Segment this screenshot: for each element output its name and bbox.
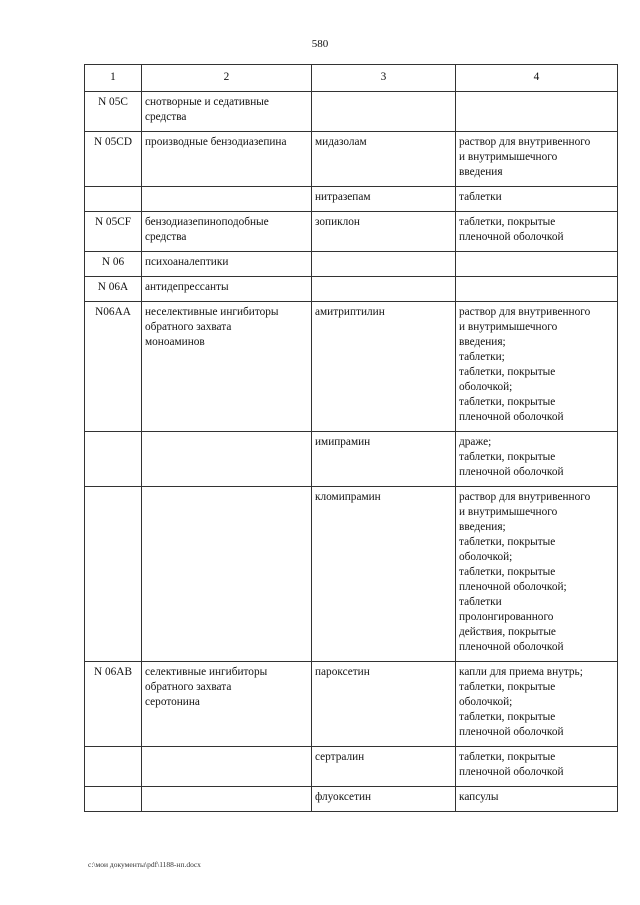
cell-text-line: пленочной оболочкой — [459, 641, 564, 653]
drug-name-cell — [312, 487, 456, 662]
cell-text-line: оболочкой; — [459, 381, 513, 393]
atc-code-cell: N 06 — [85, 252, 142, 277]
cell-text-line: таблетки, покрытые — [459, 451, 556, 463]
dosage-form-cell — [456, 487, 618, 662]
drug-name-cell — [312, 187, 456, 212]
cell-text-line: оболочкой; — [459, 696, 513, 708]
dosage-form-cell — [456, 662, 618, 747]
table-row — [85, 187, 618, 212]
drug-name-cell — [312, 252, 456, 277]
cell-text-line: таблетки, покрытые — [459, 366, 556, 378]
cell-text-line: средства — [145, 231, 187, 243]
table-row — [85, 212, 618, 252]
atc-code-cell — [85, 747, 142, 787]
cell-text-line: пролонгированного — [459, 611, 554, 623]
atc-code-cell: N06AA — [85, 302, 142, 432]
header-col-1: 1 — [85, 65, 142, 92]
atc-code-cell: N 05CF — [85, 212, 142, 252]
cell-text-line: моноаминов — [145, 336, 205, 348]
atc-code-cell — [85, 432, 142, 487]
cell-text-line: амитриптилин — [315, 306, 385, 318]
pharmacological-group-cell — [142, 277, 312, 302]
header-col-2: 2 — [142, 65, 312, 92]
dosage-form-cell — [456, 277, 618, 302]
pharmacological-group-cell — [142, 487, 312, 662]
cell-text-line: оболочкой; — [459, 551, 513, 563]
cell-text-line: обратного захвата — [145, 681, 232, 693]
cell-text-line: действия, покрытые — [459, 626, 556, 638]
drug-name-cell — [312, 662, 456, 747]
cell-text-line: кломипрамин — [315, 491, 381, 503]
drug-name-cell — [312, 132, 456, 187]
cell-text-line: пленочной оболочкой — [459, 726, 564, 738]
pharmacological-group-cell — [142, 662, 312, 747]
dosage-form-cell — [456, 132, 618, 187]
footer-file-path: c:\мои документы\pdf\1188-нп.docx — [88, 860, 201, 869]
atc-code-cell: N 05C — [85, 92, 142, 132]
cell-text-line: пленочной оболочкой; — [459, 581, 567, 593]
cell-text-line: нитразепам — [315, 191, 371, 203]
cell-text-line: флуоксетин — [315, 791, 372, 803]
pharmacological-group-cell — [142, 92, 312, 132]
dosage-form-cell — [456, 92, 618, 132]
drug-name-cell — [312, 277, 456, 302]
cell-text-line: введения; — [459, 336, 506, 348]
atc-code-cell: N 06AB — [85, 662, 142, 747]
header-col-4: 4 — [456, 65, 618, 92]
atc-code-cell — [85, 787, 142, 812]
table-row — [85, 252, 618, 277]
table-row — [85, 277, 618, 302]
table-row — [85, 92, 618, 132]
drug-name-cell — [312, 432, 456, 487]
table-row — [85, 747, 618, 787]
table-header-row — [85, 65, 618, 92]
cell-text-line: таблетки — [459, 191, 502, 203]
cell-text-line: таблетки, покрытые — [459, 751, 556, 763]
dosage-form-cell — [456, 252, 618, 277]
table-row — [85, 787, 618, 812]
table-row — [85, 132, 618, 187]
drug-name-cell — [312, 92, 456, 132]
pharmacological-group-cell — [142, 212, 312, 252]
pharmacological-group-cell — [142, 132, 312, 187]
cell-text-line: и внутримышечного — [459, 151, 558, 163]
cell-text-line: таблетки; — [459, 351, 505, 363]
dosage-form-cell — [456, 302, 618, 432]
cell-text-line: раствор для внутривенного — [459, 491, 591, 503]
cell-text-line: психоаналептики — [145, 256, 229, 268]
atc-code-cell: N 06A — [85, 277, 142, 302]
cell-text-line: введения — [459, 166, 503, 178]
cell-text-line: таблетки, покрытые — [459, 711, 556, 723]
cell-text-line: раствор для внутривенного — [459, 136, 591, 148]
table-row — [85, 302, 618, 432]
drug-name-cell — [312, 302, 456, 432]
dosage-form-cell — [456, 212, 618, 252]
pharmacological-group-cell — [142, 302, 312, 432]
cell-text-line: таблетки — [459, 596, 502, 608]
table-body — [85, 92, 618, 812]
cell-text-line: бензодиазепиноподобные — [145, 216, 269, 228]
pharmacological-group-cell — [142, 252, 312, 277]
cell-text-line: неселективные ингибиторы — [145, 306, 279, 318]
table-row — [85, 662, 618, 747]
cell-text-line: производные бензодиазепина — [145, 136, 287, 148]
header-col-3: 3 — [312, 65, 456, 92]
cell-text-line: пленочной оболочкой — [459, 231, 564, 243]
atc-code-cell — [85, 487, 142, 662]
atc-code-cell — [85, 187, 142, 212]
table-row — [85, 487, 618, 662]
cell-text-line: таблетки, покрытые — [459, 396, 556, 408]
cell-text-line: антидепрессанты — [145, 281, 229, 293]
cell-text-line: снотворные и седативные — [145, 96, 269, 108]
drug-table — [84, 64, 618, 812]
drug-name-cell — [312, 747, 456, 787]
cell-text-line: средства — [145, 111, 187, 123]
cell-text-line: мидазолам — [315, 136, 367, 148]
cell-text-line: имипрамин — [315, 436, 371, 448]
cell-text-line: и внутримышечного — [459, 321, 558, 333]
pharmacological-group-cell — [142, 747, 312, 787]
cell-text-line: капли для приема внутрь; — [459, 666, 583, 678]
dosage-form-cell — [456, 187, 618, 212]
pharmacological-group-cell — [142, 432, 312, 487]
cell-text-line: пленочной оболочкой — [459, 466, 564, 478]
cell-text-line: обратного захвата — [145, 321, 232, 333]
dosage-form-cell — [456, 747, 618, 787]
dosage-form-cell — [456, 787, 618, 812]
drug-name-cell — [312, 212, 456, 252]
page-number: 580 — [311, 38, 329, 50]
pharmacological-group-cell — [142, 787, 312, 812]
cell-text-line: таблетки, покрытые — [459, 681, 556, 693]
pharmacological-group-cell — [142, 187, 312, 212]
atc-code-cell: N 05CD — [85, 132, 142, 187]
cell-text-line: таблетки, покрытые — [459, 216, 556, 228]
cell-text-line: пленочной оболочкой — [459, 766, 564, 778]
cell-text-line: сертралин — [315, 751, 365, 763]
cell-text-line: и внутримышечного — [459, 506, 558, 518]
cell-text-line: драже; — [459, 436, 492, 448]
cell-text-line: таблетки, покрытые — [459, 566, 556, 578]
cell-text-line: пароксетин — [315, 666, 370, 678]
drug-name-cell — [312, 787, 456, 812]
cell-text-line: зопиклон — [315, 216, 360, 228]
cell-text-line: пленочной оболочкой — [459, 411, 564, 423]
table-row — [85, 432, 618, 487]
cell-text-line: селективные ингибиторы — [145, 666, 268, 678]
cell-text-line: раствор для внутривенного — [459, 306, 591, 318]
cell-text-line: серотонина — [145, 696, 200, 708]
cell-text-line: таблетки, покрытые — [459, 536, 556, 548]
dosage-form-cell — [456, 432, 618, 487]
cell-text-line: капсулы — [459, 791, 499, 803]
cell-text-line: введения; — [459, 521, 506, 533]
